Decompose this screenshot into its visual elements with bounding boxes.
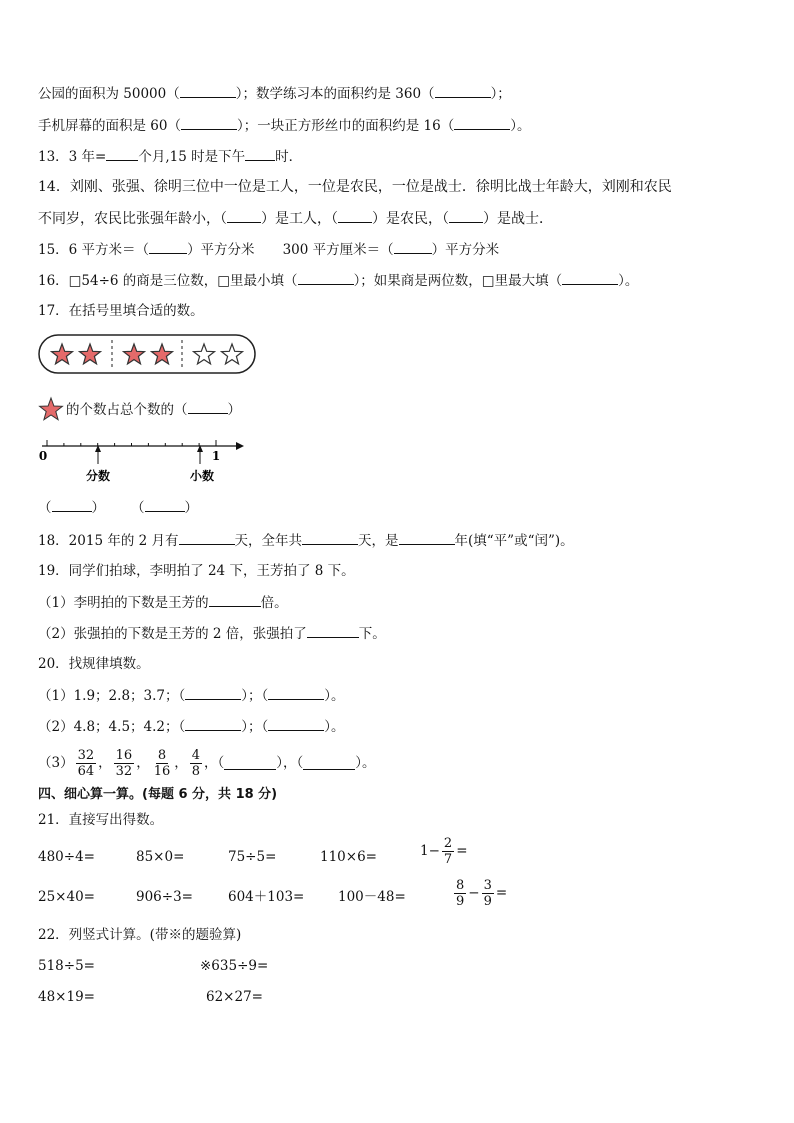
answer-blank[interactable] [180, 84, 236, 98]
answer-blank[interactable] [298, 271, 354, 285]
answer-blank[interactable] [145, 498, 185, 512]
ticks [47, 440, 216, 446]
q15-line: 15．6 平方米＝（ ）平方分米 300 平方厘米＝（ ）平方分米 [38, 242, 500, 258]
fraction: $\frac{32}{64}$ [77, 747, 95, 779]
answer-blank[interactable] [268, 717, 324, 731]
star-filled-icon [152, 344, 173, 364]
answer-blank[interactable] [454, 116, 510, 130]
answer-blank[interactable] [399, 531, 455, 545]
answer-blank[interactable] [185, 686, 241, 700]
fraction: $\frac{8}{9}$ [456, 878, 465, 909]
q17-answers: （ ） （ ） [38, 500, 198, 516]
answer-blank[interactable] [209, 593, 261, 607]
star-outline-icon [194, 344, 215, 364]
calc-item: 480÷4= [38, 849, 95, 865]
stars [52, 344, 243, 364]
q18-line: 18．2015 年的 2 月有 天，全年共 天，是 年(填“平”或“闰”)。 [38, 533, 574, 549]
q20-part1: （1）1.9；2.8；3.7；（ ）；（ ）。 [38, 688, 345, 704]
number-line-start: 0 [38, 449, 48, 463]
q14-line2: 不同岁，农民比张强年龄小，（ ）是工人，（ ）是农民，（ ）是战士． [38, 211, 553, 227]
q21-title: 21．直接写出得数。 [38, 812, 164, 828]
calc-item-fraction: $\frac{8}{9}$ − $\frac{3}{9}$ = [456, 878, 508, 909]
calc-item: 85×0= [136, 849, 185, 865]
answer-blank[interactable] [302, 531, 358, 545]
rounded-frame [39, 335, 255, 373]
calc-item: ※635÷9= [200, 958, 269, 974]
calc-item: 48×19= [38, 989, 95, 1005]
answer-blank[interactable] [435, 84, 491, 98]
answer-blank[interactable] [449, 209, 483, 223]
section-4-title: 四、细心算一算。(每题 6 分，共 18 分) [38, 787, 278, 802]
calc-item: 75÷5= [228, 849, 277, 865]
q20-title: 20．找规律填数。 [38, 656, 150, 672]
label-decimal: 小数 [189, 469, 215, 483]
answer-blank[interactable] [562, 271, 618, 285]
star-filled-icon [52, 344, 73, 364]
answer-blank[interactable] [245, 147, 275, 161]
calc-item: 100－48= [338, 889, 406, 905]
answer-blank[interactable] [188, 400, 228, 414]
q19-title: 19．同学们拍球，李明拍了 24 下，王芳拍了 8 下。 [38, 563, 355, 579]
calc-item: 518÷5= [38, 958, 95, 974]
star-group-figure [38, 334, 258, 376]
fraction: $\frac{8}{16}$ [153, 747, 171, 779]
q17-legend: 的个数占总个数的（ ） [66, 402, 241, 418]
calc-item: 25×40= [38, 889, 95, 905]
answer-blank[interactable] [307, 624, 359, 638]
q12-line1: 公园的面积为 50000（ ）；数学练习本的面积约是 360（ ）； [38, 86, 511, 102]
star-filled-icon [124, 344, 145, 364]
answer-blank[interactable] [106, 147, 138, 161]
star-outline-icon [222, 344, 243, 364]
calc-item: 604＋103= [228, 889, 305, 905]
number-line [38, 436, 248, 492]
q16-line: 16．□54÷6 的商是三位数，□里最小填（ ）；如果商是两位数，□里最大填（ ）。 [38, 273, 639, 289]
answer-blank[interactable] [394, 240, 432, 254]
q17-title: 17．在括号里填合适的数。 [38, 303, 204, 319]
q19-part2: （2）张强拍的下数是王芳的 2 倍，张强拍了 下。 [38, 626, 386, 642]
q20-part2: （2）4.8；4.5；4.2；（ ）；（ ）。 [38, 719, 345, 735]
answer-blank[interactable] [179, 531, 235, 545]
answer-blank[interactable] [181, 116, 237, 130]
calc-item: 62×27= [206, 989, 263, 1005]
answer-blank[interactable] [52, 498, 92, 512]
star-legend-icon [38, 396, 64, 422]
fraction: $\frac{16}{32}$ [115, 747, 133, 779]
q19-part1: （1）李明拍的下数是王芳的 倍。 [38, 595, 288, 611]
calc-item: 906÷3= [136, 889, 193, 905]
answer-blank[interactable] [224, 756, 276, 770]
answer-blank[interactable] [338, 209, 372, 223]
star-filled-icon [80, 344, 101, 364]
number-line-end: 1 [211, 449, 221, 463]
answer-blank[interactable] [303, 756, 355, 770]
answer-blank[interactable] [149, 240, 187, 254]
q12-line2: 手机屏幕的面积是 60（ ）；一块正方形丝巾的面积约是 16（ ）。 [38, 118, 531, 134]
fraction: $\frac{2}{7}$ [443, 836, 453, 867]
q13-line: 13．3 年= 个月,15 时是下午 时． [38, 149, 303, 165]
calc-item-fraction: 1− $\frac{2}{7}$ = [420, 836, 468, 867]
q20-part3: （3） $\frac{32}{64}$ ， $\frac{16}{32}$ ， $\frac{8}{16}$ ， $\frac{4}{8}$ ，（ ），（ ）。 [38, 747, 376, 779]
arrow-right-icon [236, 442, 244, 450]
answer-blank[interactable] [268, 686, 324, 700]
q14-line1: 14．刘刚、张强、徐明三位中一位是工人，一位是农民，一位是战士．徐明比战士年龄大，刘刚和农民 [38, 179, 672, 195]
fraction: $\frac{4}{8}$ [191, 747, 201, 779]
q22-title: 22．列竖式计算。(带※的题验算) [38, 927, 242, 943]
fraction: $\frac{3}{9}$ [483, 878, 492, 909]
calc-item: 110×6= [320, 849, 377, 865]
answer-blank[interactable] [227, 209, 261, 223]
answer-blank[interactable] [185, 717, 241, 731]
label-fraction: 分数 [85, 469, 111, 483]
